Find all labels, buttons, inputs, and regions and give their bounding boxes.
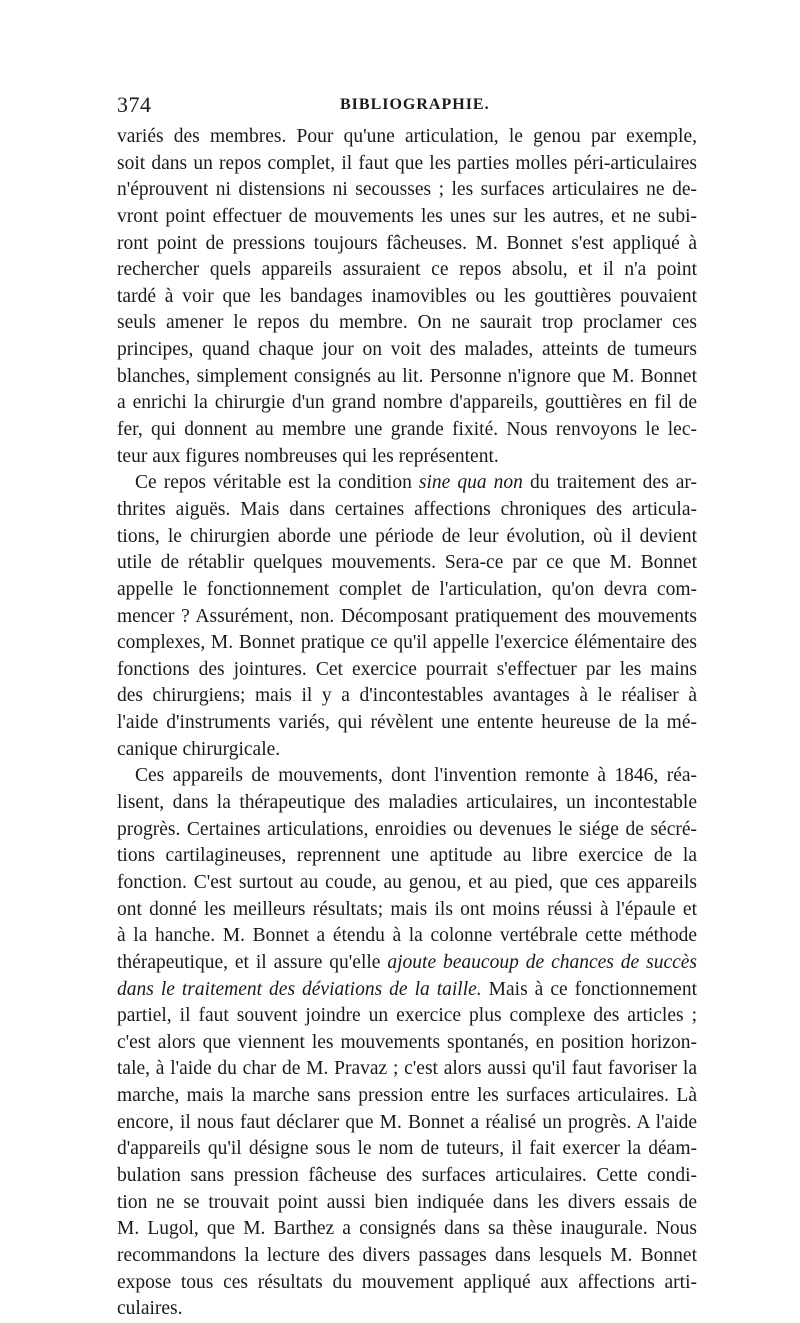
text-segment: soit dans un repos complet, il faut que les parties molles péri-articulaires — [117, 152, 697, 174]
paragraph — [117, 124, 697, 470]
text-line — [117, 470, 697, 497]
text-line — [117, 417, 697, 444]
text-line — [117, 817, 697, 844]
book-page — [117, 92, 697, 1323]
text-segment: blanches, simplement consignés au lit. Personne n'ignore que M. Bonnet — [117, 365, 697, 387]
text-segment: thrites aiguës. Mais dans certaines affections chroniques des articula- — [117, 498, 697, 520]
text-line — [117, 151, 697, 178]
text-segment: tions, le chirurgien aborde une période de leur évolution, où il devient — [117, 525, 697, 547]
text-segment: l'aide d'instruments variés, qui révèlent une entente heureuse de la mé- — [117, 712, 697, 734]
text-segment: complexes, M. Bonnet pratique ce qu'il appelle l'exercice élémentaire des — [117, 632, 697, 654]
text-segment: Ce repos véritable est la condition — [135, 472, 419, 494]
text-segment: ront point de pressions toujours fâcheuses. M. Bonnet s'est appliqué à — [117, 232, 697, 254]
text-line — [117, 737, 697, 764]
text-line — [117, 763, 697, 790]
text-line — [117, 310, 697, 337]
text-segment: tion ne se trouvait point aussi bien indiquée dans les divers essais de — [117, 1191, 697, 1213]
text-line — [117, 790, 697, 817]
text-line — [117, 524, 697, 551]
text-segment: du traitement des ar- — [522, 472, 697, 494]
text-segment: lisent, dans la thérapeutique des maladies articulaires, un incontestable — [117, 792, 697, 814]
text-line — [117, 364, 697, 391]
text-line — [117, 231, 697, 258]
text-line — [117, 284, 697, 311]
text-segment: thérapeutique, et il assure qu'elle — [117, 951, 388, 973]
text-segment: principes, quand chaque jour on voit des malades, atteints de tumeurs — [117, 339, 697, 361]
text-line — [117, 1163, 697, 1190]
text-segment: mencer ? Assurément, non. Décomposant pratiquement des mouvements — [117, 605, 697, 627]
text-line — [117, 444, 697, 471]
text-line — [117, 1270, 697, 1297]
text-segment: vront point effectuer de mouvements les unes sur les autres, et ne subi- — [117, 205, 697, 227]
paragraph — [117, 470, 697, 763]
text-line — [117, 923, 697, 950]
text-line — [117, 1030, 697, 1057]
text-line — [117, 1136, 697, 1163]
text-segment: canique chirurgicale. — [117, 738, 281, 760]
text-line — [117, 870, 697, 897]
body-text — [117, 124, 697, 1323]
text-segment: ont donné les meilleurs résultats; mais ils ont moins réussi à l'épaule et — [117, 898, 697, 920]
text-segment: fonctions des jointures. Cet exercice pourrait s'effectuer par les mains — [117, 658, 697, 680]
text-segment: seuls amener le repos du membre. On ne saurait trop proclamer ces — [117, 312, 697, 334]
text-line — [117, 630, 697, 657]
italic-phrase: sine qua non — [418, 472, 523, 494]
text-line — [117, 1003, 697, 1030]
text-segment: expose tous ces résultats du mouvement appliqué aux affections arti- — [117, 1271, 697, 1293]
text-line — [117, 843, 697, 870]
text-line — [117, 1110, 697, 1137]
text-line — [117, 257, 697, 284]
text-line — [117, 1083, 697, 1110]
text-segment: progrès. Certaines articulations, enroidies ou devenues le siége de sécré- — [117, 818, 697, 840]
text-segment: fonction. C'est surtout au coude, au genou, et au pied, que ces appareils — [117, 871, 697, 893]
text-segment: d'appareils qu'il désigne sous le nom de tuteurs, il fait exercer la déam- — [117, 1138, 697, 1160]
text-line — [117, 710, 697, 737]
text-line — [117, 604, 697, 631]
running-title: BIBLIOGRAPHIE. — [340, 96, 490, 113]
text-line — [117, 1216, 697, 1243]
italic-phrase: ajoute beaucoup de chances de succès — [387, 951, 698, 973]
text-line — [117, 977, 697, 1004]
text-segment: variés des membres. Pour qu'une articulation, le genou par exemple, — [117, 126, 697, 147]
text-segment: des chirurgiens; mais il y a d'incontestables avantages à le réaliser à — [117, 685, 697, 707]
page-number: 374 — [117, 92, 152, 117]
text-segment: c'est alors que viennent les mouvements spontanés, en position horizon- — [117, 1031, 697, 1053]
text-line — [117, 550, 697, 577]
text-line — [117, 950, 697, 977]
text-line — [117, 390, 697, 417]
text-segment: partiel, il faut souvent joindre un exercice plus complexe des articles ; — [117, 1005, 697, 1027]
text-segment: tions cartilagineuses, reprennent une aptitude au libre exercice de la — [117, 845, 697, 867]
text-line — [117, 497, 697, 524]
text-segment: n'éprouvent ni distensions ni secousses ; les surfaces articulaires ne de- — [117, 179, 697, 201]
text-line — [117, 1190, 697, 1217]
text-line — [117, 204, 697, 231]
text-segment: marche, mais la marche sans pression entre les surfaces articulaires. Là — [117, 1085, 697, 1107]
italic-phrase: dans le traitement des déviations de la taille. — [117, 978, 482, 1000]
paragraph — [117, 763, 697, 1322]
text-segment: appelle le fonctionnement complet de l'articulation, qu'on devra com- — [117, 578, 697, 600]
text-segment: utile de rétablir quelques mouvements. Sera-ce par ce que M. Bonnet — [117, 552, 697, 574]
text-segment: teur aux figures nombreuses qui les représentent. — [117, 445, 499, 467]
text-segment: fer, qui donnent au membre une grande fixité. Nous renvoyons le lec- — [117, 419, 697, 441]
text-line — [117, 124, 697, 151]
page-header — [117, 92, 697, 124]
text-line — [117, 897, 697, 924]
text-segment: culaires. — [117, 1298, 183, 1320]
text-line — [117, 1296, 697, 1323]
text-segment: tale, à l'aide du char de M. Pravaz ; c'est alors aussi qu'il faut favoriser la — [117, 1058, 697, 1080]
text-segment: M. Lugol, que M. Barthez a consignés dans sa thèse inaugurale. Nous — [117, 1218, 697, 1240]
text-segment: a enrichi la chirurgie d'un grand nombre d'appareils, gouttières en fil de — [117, 392, 697, 414]
text-segment: rechercher quels appareils assuraient ce repos absolu, et il n'a point — [117, 259, 697, 281]
text-segment: recommandons la lecture des divers passages dans lesquels M. Bonnet — [117, 1244, 697, 1266]
text-line — [117, 177, 697, 204]
text-segment: Mais à ce fonctionnement — [481, 978, 697, 1000]
text-segment: à la hanche. M. Bonnet a étendu à la colonne vertébrale cette méthode — [117, 925, 697, 947]
text-line — [117, 657, 697, 684]
text-line — [117, 337, 697, 364]
text-segment: Ces appareils de mouvements, dont l'invention remonte à 1846, réa- — [135, 765, 697, 787]
text-line — [117, 577, 697, 604]
text-segment: encore, il nous faut déclarer que M. Bonnet a réalisé un progrès. A l'aide — [117, 1111, 697, 1133]
text-segment: bulation sans pression fâcheuse des surfaces articulaires. Cette condi- — [117, 1164, 697, 1186]
text-line — [117, 1056, 697, 1083]
text-segment: tardé à voir que les bandages inamovibles ou les gouttières pouvaient — [117, 285, 697, 307]
text-line — [117, 683, 697, 710]
text-line — [117, 1243, 697, 1270]
